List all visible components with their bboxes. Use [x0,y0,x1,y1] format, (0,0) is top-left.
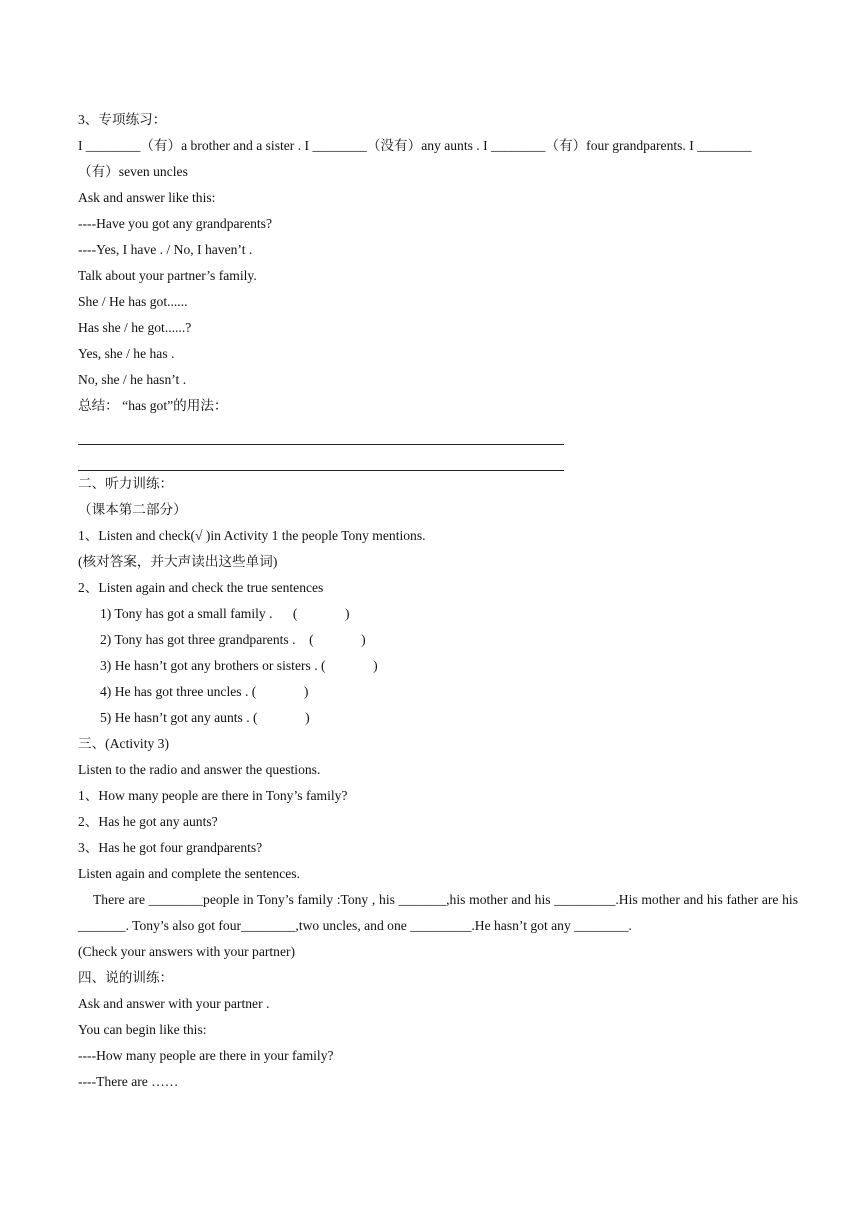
speaking-intro: Ask and answer with your partner . [78,996,270,1011]
talk-intro: Talk about your partner’s family. [78,268,257,283]
activity3-intro: Listen to the radio and answer the questions. [78,762,321,777]
statement-3: 3) He hasn’t got any brothers or sisters . ( ) [100,658,378,673]
activity3-question-3: 3、Has he got four grandparents? [78,840,263,855]
statement-2: 2) Tony has got three grandparents . ( ) [100,632,366,647]
fill-in-line-1: I ________（有）a brother and a sister . I ________（没有）any aunts . I ________（有）four grandparents. I ________ [78,138,752,153]
pattern-3: Yes, she / he has . [78,346,175,361]
statement-5: 5) He hasn’t got any aunts . ( ) [100,710,310,725]
activity3-question-1: 1、How many people are there in Tony’s family? [78,788,348,803]
fill-in-line-2: （有）seven uncles [78,164,188,179]
statement-1: 1) Tony has got a small family . ( ) [100,606,350,621]
listening-subheading: （课本第二部分） [78,502,187,517]
speaking-heading: 四、说的训练： [78,970,174,985]
listening-heading: 二、听力训练： [78,476,174,491]
listening-item-2: 2、Listen again and check the true sentences [78,580,324,595]
summary-label: 总结： “has got”的用法： [78,398,228,413]
statement-4: 4) He has got three uncles . ( ) [100,684,309,699]
ask-intro: Ask and answer like this: [78,190,216,205]
listening-item-1-note: (核对答案，并大声读出这些单词) [78,554,278,569]
complete-intro: Listen again and complete the sentences. [78,866,300,881]
activity3-question-2: 2、Has he got any aunts? [78,814,218,829]
section-3-heading: 3、专项练习： [78,112,167,127]
pattern-2: Has she / he got......? [78,320,192,335]
pattern-4: No, she / he hasn’t . [78,372,187,387]
activity3-heading: 三、(Activity 3) [78,736,169,751]
cloze-passage: There are ________people in Tony’s family :Tony , his _______,his mother and his _________.His mother and his father are his _______. Tony’s also got four________,two uncles, and one _________.He hasn’t got any ________. [78,892,798,933]
answer-line-1[interactable] [78,419,564,445]
worksheet-page [78,107,798,1095]
speaking-question: ----How many people are there in your family? [78,1048,334,1063]
dialogue-question: ----Have you got any grandparents? [78,216,273,231]
listening-item-1: 1、Listen and check(√ )in Activity 1 the people Tony mentions. [78,528,426,543]
check-note: (Check your answers with your partner) [78,944,296,959]
pattern-1: She / He has got...... [78,294,188,309]
speaking-answer: ----There are …… [78,1074,179,1089]
answer-line-2[interactable] [78,445,564,471]
speaking-begin: You can begin like this: [78,1022,207,1037]
dialogue-answer: ----Yes, I have . / No, I haven’t . [78,242,253,257]
